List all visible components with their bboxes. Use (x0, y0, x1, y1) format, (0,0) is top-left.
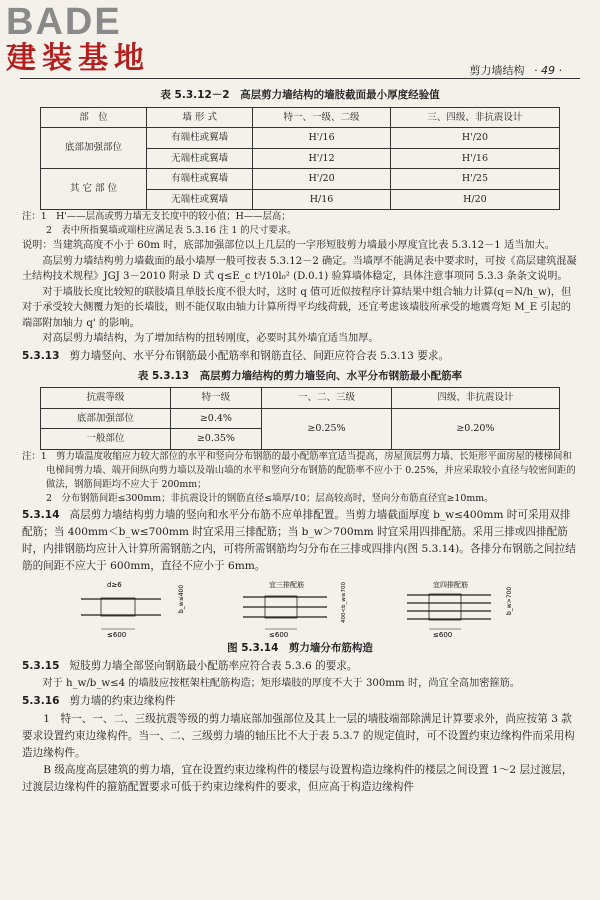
table1-caption: 表 5.3.12－2 高层剪力墙结构的墙肢截面最小厚度经验值 (160, 89, 440, 101)
table2-header: 特一级 (170, 388, 261, 409)
table-cell: ≥0.25% (262, 408, 392, 449)
table2-header: 四级、非抗震设计 (391, 388, 559, 409)
table-cell: H/20 (390, 189, 559, 210)
table2-header: 抗震等级 (41, 388, 171, 409)
page-number: · 49 · (534, 64, 562, 77)
table-cell: ≥0.20% (391, 408, 559, 449)
section-number: 5.3.15 (22, 660, 60, 672)
figure-two-row-detail (71, 579, 201, 639)
table-row (41, 128, 560, 149)
table2-header-row (41, 388, 560, 409)
running-head (470, 62, 562, 78)
table-cell: H'/16 (390, 148, 559, 169)
figure-bw-label: 400<b_w≤700 (341, 581, 347, 623)
table-cell: ≥0.35% (170, 429, 261, 450)
figure-three-row-detail (235, 579, 365, 639)
table-cell: H'/12 (253, 148, 391, 169)
tie-bar (101, 598, 135, 616)
table-row (41, 408, 560, 429)
table-cell: H'/25 (390, 169, 559, 190)
table-cell: 无端柱或翼墙 (147, 148, 253, 169)
publisher-logo (6, 2, 150, 76)
figure-three-label: 宜三排配筋 (269, 580, 304, 589)
table1-group-bottom: 底部加强部位 (41, 128, 147, 169)
paragraph-transition-layer: B 级高度高层建筑的剪力墙，宜在设置约束边缘构件的楼层与设置构造边缘构件的楼层之间设置 1～2 层过渡层，过渡层边缘构件的箍筋配置要求可低于约束边缘构件的要求，但应高于构造边缘构件 (22, 763, 573, 793)
table-cell: 底部加强部位 (41, 408, 171, 429)
logo-chinese: 建装基地 (6, 41, 150, 76)
figure-bw-label: b_w≤400 (178, 584, 185, 613)
paragraph-outer-wall: 对高层剪力墙结构，为了增加结构的扭转刚度，必要时其外墙宜适当加厚。 (42, 333, 379, 344)
table-cell: 一般部位 (41, 429, 171, 450)
paragraph-axial-load: 对于墙肢长度比较短的联肢墙且单肢长度不很大时，这时 q 值可近似按程序计算结果中组合轴力计算(q＝N/h_w)，但对于承受较大侧覆力矩的长墙肢，则不能仅取由轴力计算所得平均线荷载，还宜考虑该墙肢所承受的地震弯矩 M_E 引起的端部附加轴力 q' 的影响。 (22, 286, 572, 329)
table-cell: 有端柱或翼墙 (147, 169, 253, 190)
section-5-3-15 (22, 658, 578, 675)
header-rule (20, 78, 580, 79)
table-cell: H'/20 (390, 128, 559, 149)
table1-header: 墙 形 式 (147, 107, 253, 128)
table1 (40, 107, 560, 211)
page-body (22, 84, 578, 796)
table-cell: H'/16 (253, 128, 391, 149)
figure-four-label: 宜四排配筋 (433, 580, 468, 589)
table2-note-1: 注：1 剪力墙温度收缩应力较大部位的水平和竖向分布钢筋的最小配筋率宜适当提高，房屋顶层剪力墙、长矩形平面房屋的楼梯间和电梯间剪力墙、端开间纵向剪力墙以及端山墙的水平和竖向分布钢筋的配筋率不应小于 0.25%，并应采取较小直径与较密间距的做法，钢筋间距均不应大于 200mm； (22, 450, 576, 490)
table2-note-2: 2 分布钢筋间距≤300mm；非抗震设计的钢筋直径≤墙厚/10；层高较高时，竖向分布筋直径宜≥10mm。 (46, 492, 494, 504)
figure-spacing-label: ≤600 (269, 630, 289, 639)
section-number: 5.3.16 (22, 694, 60, 707)
paragraph-explanation: 说明：当建筑高度不小于 60m 时，底部加强部位以上几层的一字形短肢剪力墙最小厚度宜比表 5.3.12－1 适当加大。 (22, 240, 555, 251)
figure-5-3-14 (22, 579, 578, 639)
table2-header: 一、二、三级 (262, 388, 392, 409)
section-number: 5.3.14 (22, 508, 60, 521)
section-text: 高层剪力墙结构剪力墙的竖向和水平分布筋不应单排配置。当剪力墙截面厚度 b_w≤400mm 时可采用双排配筋；当 400mm＜b_w≤700mm 时宜采用三排配筋；当 b_w＞700mm 时宜采用四排配筋。采用三排或四排配筋时，内排钢筋均应计入计算所需钢筋之内，可将所需钢筋均匀分布在三排或四排内(图 5.3.14)。各排分布钢筋之间拉结筋的间距不应大于 600mm，直径不应小于 6mm。 (22, 508, 576, 572)
running-head-title: 剪力墙结构 (469, 64, 525, 77)
tie-bar (429, 594, 461, 620)
table-cell: ≥0.4% (170, 408, 261, 429)
table-cell: 有端柱或翼墙 (147, 128, 253, 149)
table-cell: H/16 (253, 189, 391, 210)
figure-spacing-label: ≤600 (433, 630, 453, 639)
section-text: 剪力墙竖向、水平分布钢筋最小配筋率和钢筋直径、间距应符合表 5.3.13 要求。 (69, 349, 449, 362)
figure-caption: 图 5.3.14 剪力墙分布筋构造 (227, 641, 373, 654)
table1-note-2: 2 表中所指翼墙或端柱应满足表 5.3.16 注 1 的尺寸要求。 (46, 225, 297, 236)
figure-spacing-label: ≤600 (107, 630, 127, 639)
section-text: 剪力墙的约束边缘构件 (69, 694, 176, 707)
section-5-3-16 (22, 693, 578, 710)
table1-header: 三、四级、非抗震设计 (390, 107, 559, 128)
table1-header-row (41, 107, 560, 128)
section-5-3-14 (22, 507, 578, 575)
paragraph-boundary-members: 1 特一、一、二、三级抗震等级的剪力墙底部加强部位及其上一层的墙肢端部除满足计算要求外，尚应按第 3 款要求设置约束边缘构件。当一、二、三级剪力墙的轴压比不大于表 5.3.7 的规定值时，可不设置约束边缘构件而采用构造边缘构件。 (22, 712, 575, 759)
table2 (40, 387, 560, 450)
table1-header: 部 位 (41, 107, 147, 128)
table2-caption: 表 5.3.13 高层剪力墙结构的剪力墙竖向、水平分布钢筋最小配筋率 (137, 369, 463, 382)
table1-header: 特一、一级、二级 (253, 107, 391, 128)
section-text: 短肢剪力墙全部竖向钢筋最小配筋率应符合表 5.3.6 的要求。 (69, 660, 358, 672)
section-5-3-13 (22, 348, 578, 365)
paragraph-min-thickness: 高层剪力墙结构剪力墙截面的最小墙厚一般可按表 5.3.12－2 确定。当墙厚不能满足表中要求时，可按《高层建筑混凝土结构技术规程》JGJ 3－2010 附录 D 式 q≤E_c t³/10l₀² (D.0.1) 验算墙体稳定，具体注意事项同 5.3.3 条条文说明。 (22, 255, 577, 282)
section-number: 5.3.13 (22, 349, 60, 362)
table1-group-other: 其 它 部 位 (41, 169, 147, 210)
table-cell: H'/20 (253, 169, 391, 190)
table1-note-1: 注：1 H'——层高或剪力墙无支长度中的较小值；H——层高； (22, 211, 291, 222)
table-cell: 无端柱或翼墙 (147, 189, 253, 210)
paragraph-short-wall: 对于 h_w/b_w≤4 的墙肢应按框架柱配筋构造；矩形墙肢的厚度不大于 300mm 时，尚宜全高加密箍筋。 (42, 678, 521, 689)
figure-four-row-detail (399, 579, 529, 639)
logo-latin: BADE (6, 1, 122, 43)
figure-bw-label: b_w>700 (506, 586, 513, 615)
table-row (41, 169, 560, 190)
figure-d-label: d≥6 (107, 580, 122, 589)
